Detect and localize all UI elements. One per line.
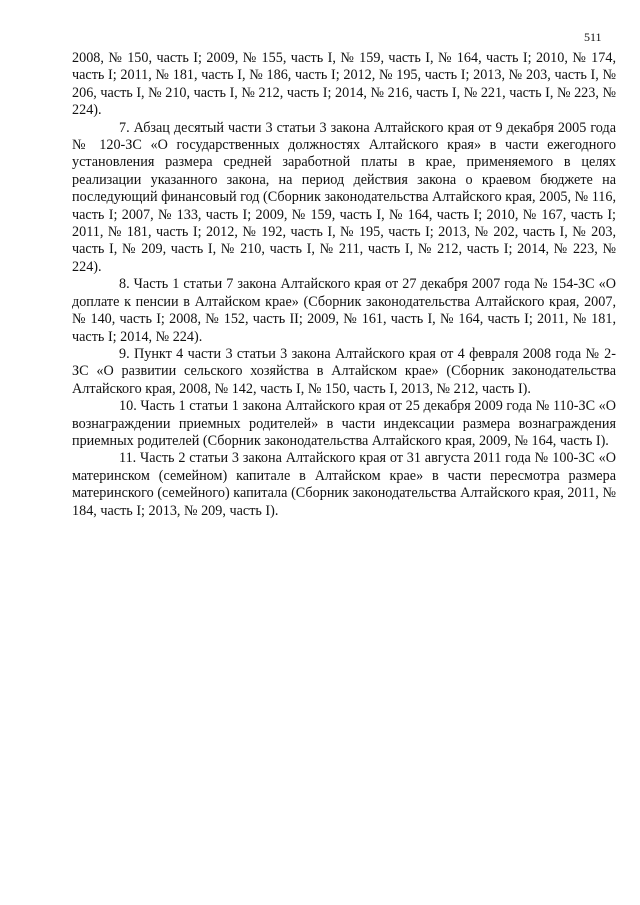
paragraph-continuation: 2008, № 150, часть I; 2009, № 155, часть I, № 159, часть I, № 164, часть I; 2010, № 174, часть I; 2011, № 181, часть I, № 186, часть I; 2012, № 195, часть I; 2013, № 203, часть I, № 206, часть I, № 210, часть I, № 212, часть I; 2014, № 216, часть I, № 221, часть I, № 223, № 224). xyxy=(72,50,616,119)
paragraph-item-10: 10. Часть 1 статьи 1 закона Алтайского края от 25 декабря 2009 года № 110-ЗС «О вознаграждении приемных родителей» в части индексации размера вознаграждения приемных родителей (Сборник законодательства Алтайского края, 2009, № 164, часть I). xyxy=(72,398,616,449)
paragraph-item-8: 8. Часть 1 статьи 7 закона Алтайского края от 27 декабря 2007 года № 154-ЗС «О доплате к пенсии в Алтайском крае» (Сборник законодательства Алтайского края, 2007, № 140, часть I; 2008, № 152, часть II; 2009, № 161, часть I, № 164, часть I; 2011, № 181, часть I; 2014, № 224). xyxy=(72,276,616,345)
paragraph-item-11: 11. Часть 2 статьи 3 закона Алтайского края от 31 августа 2011 года № 100-ЗС «О материнском (семейном) капитале в Алтайском крае» в части пересмотра размера материнского (семейного) капитала (Сборник законодательства Алтайского края, 2011, № 184, часть I; 2013, № 209, часть I). xyxy=(72,450,616,519)
paragraph-item-7: 7. Абзац десятый части 3 статьи 3 закона Алтайского края от 9 декабря 2005 года № 120-ЗС «О государственных должностях Алтайского края» в части ежегодного установления размера средней заработной платы в крае, применяемого в целях реализации указанного закона, на период действия закона о краевом бюджете на последующий финансовый год (Сборник законодательства Алтайского края, 2005, № 116, часть I; 2007, № 133, часть I; 2009, № 159, часть I, № 164, часть I; 2010, № 167, часть I; 2011, № 181, часть I; 2012, № 192, часть I, № 195, часть I; 2013, № 202, часть I, № 203, часть I, № 209, часть I, № 210, часть I, № 211, часть I, № 212, часть I; 2014, № 223, № 224). xyxy=(72,119,616,275)
paragraph-item-9: 9. Пункт 4 части 3 статьи 3 закона Алтайского края от 4 февраля 2008 года № 2-ЗС «О развитии сельского хозяйства в Алтайском крае» (Сборник законодательства Алтайского края, 2008, № 142, часть I, № 150, часть I, 2013, № 212, часть I). xyxy=(72,345,616,397)
page-number: 511 xyxy=(584,30,602,44)
document-body xyxy=(72,50,616,520)
